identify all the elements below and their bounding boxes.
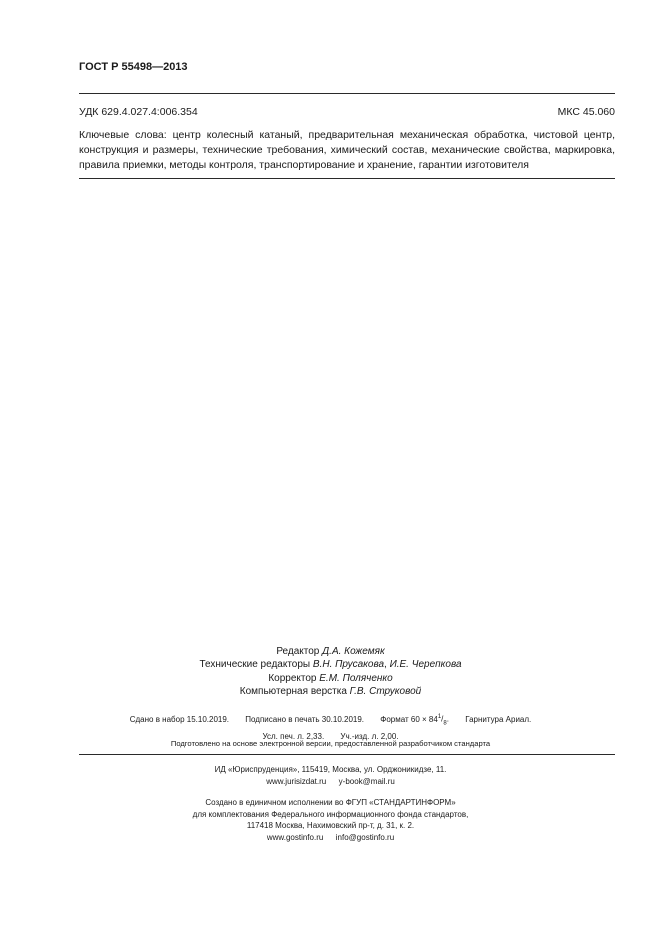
publisher-block bbox=[0, 764, 661, 788]
corrector-line bbox=[0, 672, 661, 685]
editor-line bbox=[0, 645, 661, 658]
maker-contacts bbox=[0, 832, 661, 844]
prepared-note: Подготовлено на основе электронной версии, предоставленной разработчиком стандарта bbox=[170, 739, 491, 748]
paper-format: Формат $60 \times 84^1/_8$. bbox=[380, 714, 449, 727]
signed-date: Подписано в печать 30.10.2019. bbox=[245, 714, 365, 724]
keywords-divider bbox=[79, 178, 615, 179]
tech-editor-2: И.Е. Черепкова bbox=[389, 659, 462, 671]
font-face: Гарнитура Ариал. bbox=[465, 714, 532, 724]
maker-line-2: для комплектования Федерального информационного фонда стандартов, bbox=[192, 809, 469, 819]
editor-label: Редактор bbox=[276, 646, 320, 657]
maker-block bbox=[0, 797, 661, 843]
imprint-line-1 bbox=[0, 710, 661, 730]
maker-line-3: 117418 Москва, Нахимовский пр-т, д. 31, к. 2. bbox=[246, 821, 415, 830]
publisher-contacts bbox=[0, 776, 661, 788]
tech-editors-line: Технические редакторы В.Н. Прусакова, И.Е. Черепкова bbox=[199, 659, 462, 671]
document-code: ГОСТ Р 55498—2013 bbox=[79, 61, 188, 73]
submitted-date: Сдано в набор 15.10.2019. bbox=[129, 714, 230, 724]
tech-editor-1: В.Н. Прусакова bbox=[312, 659, 385, 671]
top-divider bbox=[79, 93, 615, 94]
mks-code: МКС 45.060 bbox=[557, 106, 615, 118]
keywords-paragraph: Ключевые слова: центр колесный катаный, предварительная механическая обработка, чистовой центр, конструкция и размеры, технические требования, химический состав, механические свойства, маркировка, правила приемки, методы контроля, транспортирование и хранение, гарантии изготовителя bbox=[79, 129, 615, 171]
udk-code: УДК 629.4.027.4:006.354 bbox=[79, 106, 198, 118]
corrector-label: Корректор bbox=[268, 672, 317, 684]
layout-line bbox=[0, 685, 661, 698]
pub-sheets: Уч.-изд. л. 2,00. bbox=[340, 732, 399, 742]
editor-name: Д.А. Кожемяк bbox=[322, 646, 385, 657]
layout-name: Г.В. Струковой bbox=[349, 686, 422, 698]
publisher-site-link[interactable]: www.jurisizdat.ru bbox=[266, 777, 327, 786]
maker-site-link[interactable]: www.gostinfo.ru bbox=[266, 832, 324, 842]
publisher-address: ИД «Юриспруденция», 115419, Москва, ул. Орджоникидзе, 11. bbox=[214, 765, 447, 774]
layout-label: Компьютерная верстка bbox=[239, 686, 347, 698]
maker-line-1: Создано в единичном исполнении во ФГУП «СТАНДАРТИНФОРМ» bbox=[205, 798, 456, 807]
credits-block bbox=[0, 645, 661, 699]
bottom-divider bbox=[79, 754, 615, 755]
publisher-email-link[interactable]: y-book@mail.ru bbox=[338, 777, 395, 786]
maker-email-link[interactable]: info@gostinfo.ru bbox=[335, 832, 395, 842]
tech-editors-label: Технические редакторы bbox=[199, 659, 311, 671]
corrector-name: Е.М. Поляченко bbox=[319, 672, 393, 684]
print-sheets: Усл. печ. л. 2,33. bbox=[262, 732, 325, 742]
